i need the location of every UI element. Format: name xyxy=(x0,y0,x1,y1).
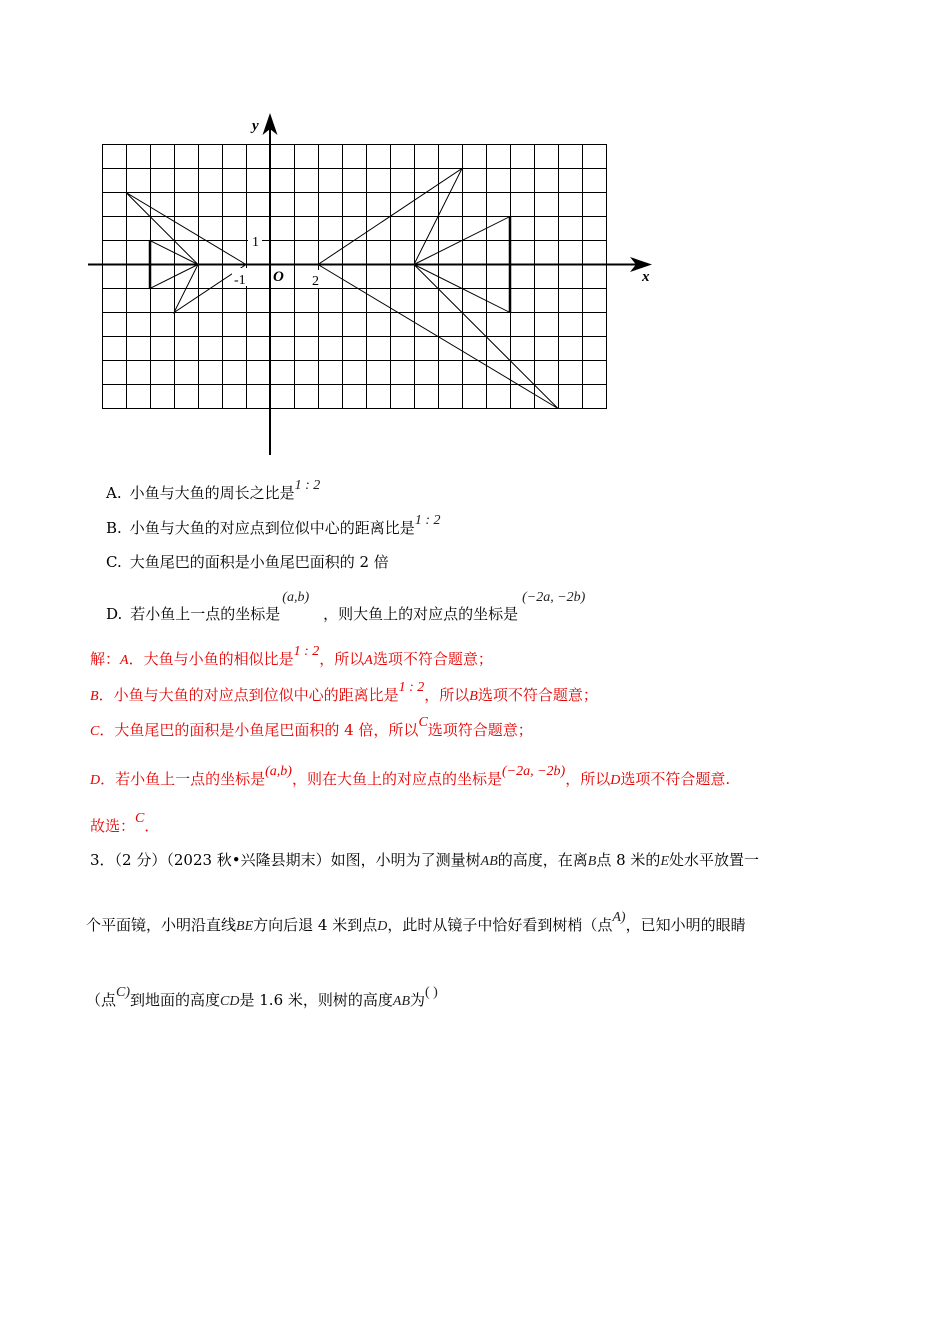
tick-label-neg1: -1 xyxy=(234,273,246,288)
option-a: A. 小鱼与大鱼的周长之比是1 : 2 xyxy=(106,478,321,502)
axes xyxy=(88,113,652,455)
y-axis-label: y xyxy=(252,118,259,134)
solution-line-b: B．小鱼与大鱼的对应点到位似中心的距离比是1 : 2，所以B选项不符合题意； xyxy=(90,680,598,704)
solution-line-a: 解：A．大鱼与小鱼的相似比是1 : 2，所以A选项不符合题意； xyxy=(90,644,493,668)
small-fish-body xyxy=(126,193,246,313)
x-axis-label: x xyxy=(642,269,650,285)
solution-line-d: D．若小鱼上一点的坐标是(a,b)，则在大鱼上的对应点的坐标是(−2a, −2b)，所以D选项不符合题意. xyxy=(90,764,731,788)
solution-answer: 故选：C． xyxy=(90,811,160,835)
option-b: B. 小鱼与大鱼的对应点到位似中心的距离比是1 : 2 xyxy=(106,513,441,537)
grid-lines xyxy=(102,145,607,409)
question-3-line-3: （点C)到地面的高度CD是 1.6 米，则树的高度AB为( ) xyxy=(86,985,438,1009)
option-d: D. 若小鱼上一点的坐标是(a,b)，则大鱼上的对应点的坐标是(−2a, −2b) xyxy=(106,590,586,623)
option-c: C. 大鱼尾巴的面积是小鱼尾巴面积的 2 倍 xyxy=(106,553,389,571)
tick-label-1: 1 xyxy=(252,235,259,250)
origin-label: O xyxy=(273,269,284,285)
solution-line-c: C．大鱼尾巴的面积是小鱼尾巴面积的 4 倍，所以C选项符合题意； xyxy=(90,715,533,739)
coordinate-grid-figure xyxy=(80,110,680,460)
tick-label-2: 2 xyxy=(312,274,319,289)
question-3-line-1: 3．（2 分）（2023 秋•兴隆县期末）如图，小明为了测量树AB的高度，在离B点 8 米的E处水平放置一 xyxy=(90,851,760,869)
question-3-line-2: 个平面镜，小明沿直线BE方向后退 4 米到点D，此时从镜子中恰好看到树梢（点A)，已知小明的眼睛 xyxy=(86,910,746,934)
